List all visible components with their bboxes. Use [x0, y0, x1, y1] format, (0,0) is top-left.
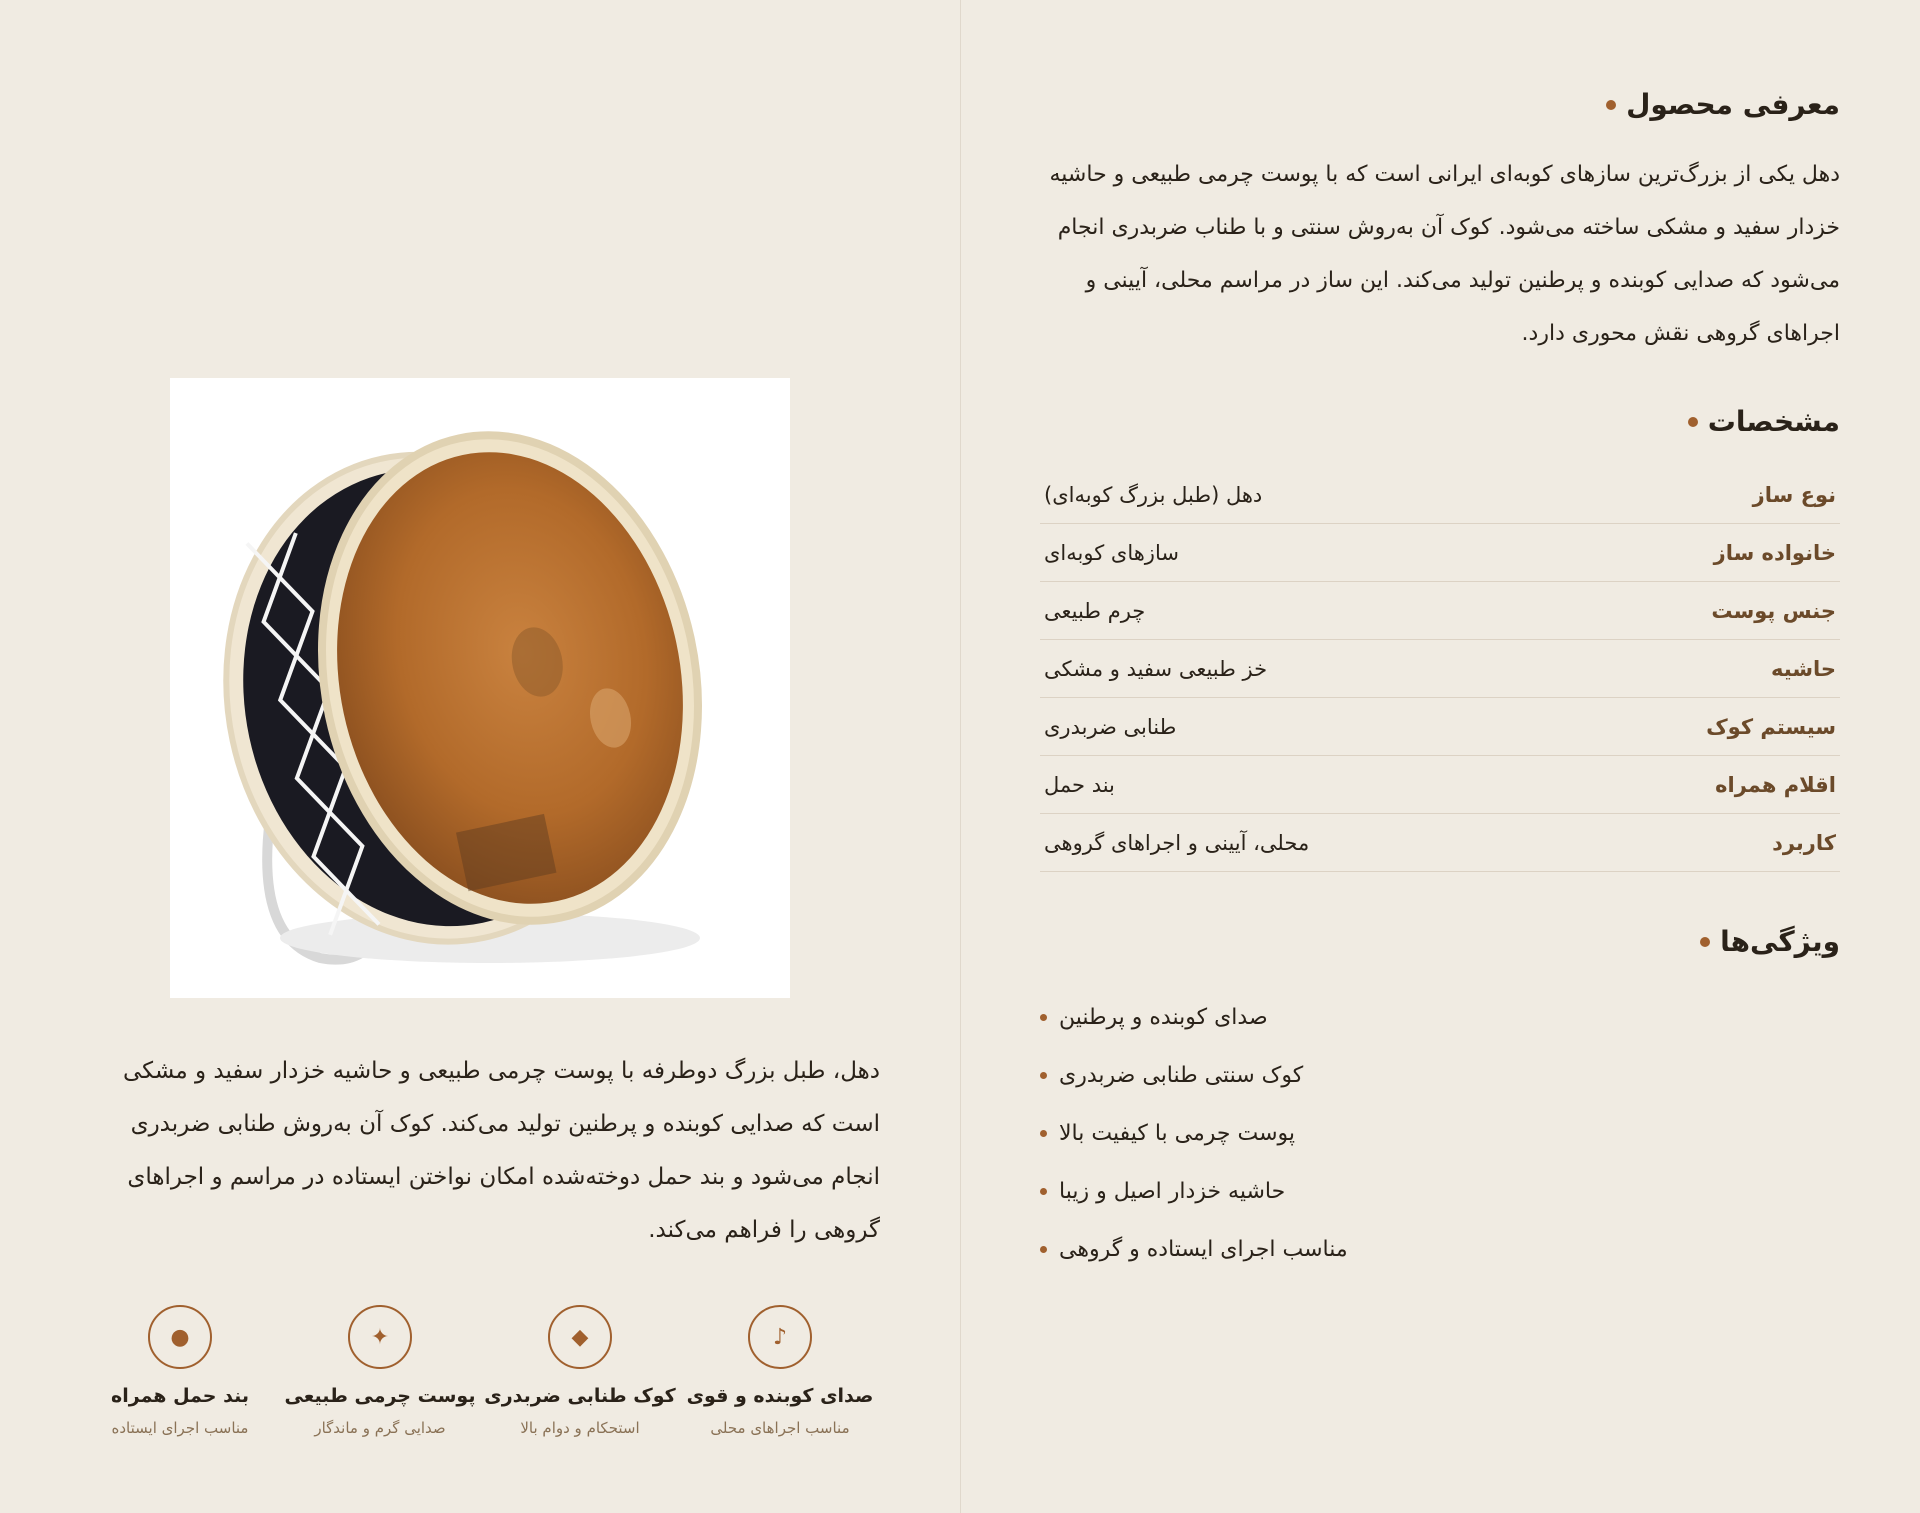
highlight-subtitle: صدایی گرم و ماندگار [314, 1419, 446, 1437]
table-row [1040, 582, 1840, 640]
spec-value: دهل (طبل بزرگ کوبه‌ای) [1044, 482, 1263, 507]
highlights-row [80, 1305, 880, 1437]
dot-icon: ● [148, 1305, 212, 1369]
bullet-dot-icon [1688, 417, 1698, 427]
spec-value: سازهای کوبه‌ای [1044, 540, 1179, 565]
highlight-subtitle: مناسب اجرای ایستاده [111, 1419, 249, 1437]
features-heading-text: ویژگی‌ها [1720, 925, 1840, 958]
spec-label: سیستم کوک [1706, 714, 1836, 739]
highlight-item [480, 1305, 680, 1437]
highlight-subtitle: استحکام و دوام بالا [520, 1419, 640, 1437]
table-row [1040, 466, 1840, 524]
specs-heading [1688, 405, 1840, 438]
music-note-icon: ♪ [748, 1305, 812, 1369]
sparkle-icon: ✦ [348, 1305, 412, 1369]
bullet-dot-icon [1606, 100, 1616, 110]
table-row [1040, 756, 1840, 814]
highlight-item [80, 1305, 280, 1437]
spec-label: خانواده ساز [1713, 540, 1836, 565]
list-item [1040, 1104, 1840, 1162]
intro-heading-text: معرفی محصول [1626, 88, 1840, 121]
bullet-dot-icon [1700, 937, 1710, 947]
highlight-title: پوست چرمی طبیعی [284, 1385, 476, 1407]
bullet-dot-icon [1040, 1014, 1047, 1021]
feature-text: پوست چرمی با کیفیت بالا [1059, 1120, 1296, 1146]
product-description: دهل، طبل بزرگ دوطرفه با پوست چرمی طبیعی و حاشیه خزدار سفید و مشکی است که صدایی کوبنده و پرطنین تولید می‌کند. کوک آن به‌روش طنابی ضربدری انجام می‌شود و بند حمل دوخته‌شده امکان نواختن ایستاده در مراسم و اجراهای گروهی را فراهم می‌کند. [122, 1058, 880, 1243]
feature-text: حاشیه خزدار اصیل و زیبا [1059, 1178, 1286, 1204]
specs-heading-text: مشخصات [1707, 405, 1840, 438]
spec-label: حاشیه [1771, 656, 1836, 681]
highlight-title: کوک طنابی ضربدری [484, 1385, 676, 1407]
table-row [1040, 698, 1840, 756]
list-item [1040, 1220, 1840, 1278]
bullet-dot-icon [1040, 1188, 1047, 1195]
bullet-dot-icon [1040, 1130, 1047, 1137]
list-item [1040, 1046, 1840, 1104]
specs-table [1040, 466, 1840, 872]
list-item [1040, 988, 1840, 1046]
list-item [1040, 1162, 1840, 1220]
highlight-item [680, 1305, 880, 1437]
feature-text: صدای کوبنده و پرطنین [1059, 1004, 1268, 1030]
highlight-title: بند حمل همراه [111, 1385, 249, 1407]
bullet-dot-icon [1040, 1246, 1047, 1253]
spec-value: بند حمل [1044, 772, 1115, 797]
spec-label: کاربرد [1772, 830, 1836, 855]
spec-value: خز طبیعی سفید و مشکی [1044, 656, 1268, 681]
column-divider [960, 0, 961, 1513]
feature-text: کوک سنتی طنابی ضربدری [1059, 1062, 1304, 1088]
spec-value: محلی، آیینی و اجراهای گروهی [1044, 830, 1310, 855]
features-heading [1700, 925, 1840, 958]
intro-text: دهل یکی از بزرگ‌ترین سازهای کوبه‌ای ایرانی است که با پوست چرمی طبیعی و حاشیه خزدار سفید و مشکی ساخته می‌شود. کوک آن به‌روش سنتی و با طناب ضربدری انجام می‌شود که صدایی کوبنده و پرطنین تولید می‌کند. این ساز در مراسم محلی، آیینی و اجراهای گروهی نقش محوری دارد. [1049, 162, 1840, 346]
feature-text: مناسب اجرای ایستاده و گروهی [1059, 1236, 1348, 1262]
spec-value: چرم طبیعی [1044, 598, 1146, 623]
table-row [1040, 524, 1840, 582]
intro-heading [1606, 88, 1840, 121]
spec-value: طنابی ضربدری [1044, 714, 1177, 739]
spec-label: جنس پوست [1711, 598, 1836, 623]
table-row [1040, 640, 1840, 698]
highlight-subtitle: مناسب اجراهای محلی [710, 1419, 850, 1437]
highlight-item [280, 1305, 480, 1437]
table-row [1040, 814, 1840, 872]
highlight-title: صدای کوبنده و قوی [686, 1385, 874, 1407]
diamond-icon: ◆ [548, 1305, 612, 1369]
features-list [1040, 988, 1840, 1278]
bullet-dot-icon [1040, 1072, 1047, 1079]
dohol-drum-illustration [170, 378, 790, 998]
spec-label: نوع ساز [1752, 482, 1836, 507]
product-image [170, 378, 790, 998]
spec-label: اقلام همراه [1715, 772, 1836, 797]
